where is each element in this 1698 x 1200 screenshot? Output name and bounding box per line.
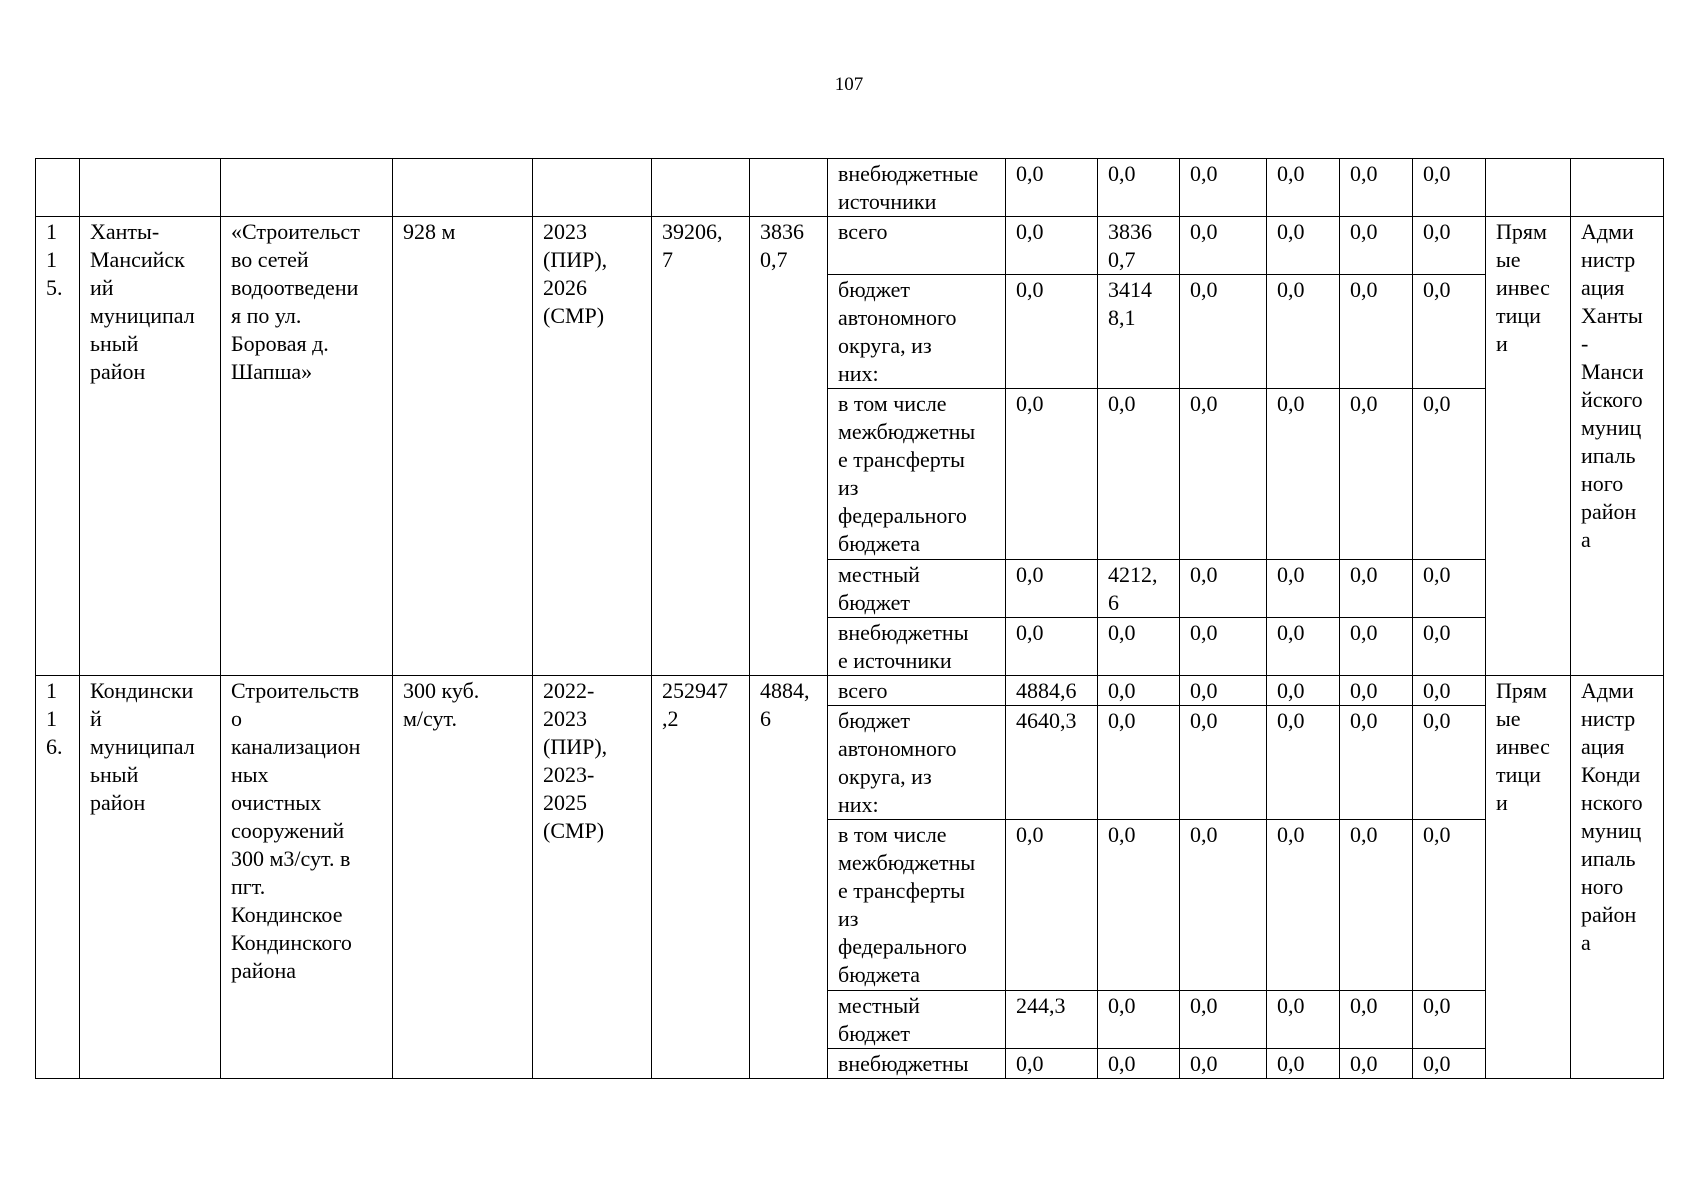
value-cell — [1180, 275, 1267, 389]
cell-line: 0,0 — [1423, 219, 1451, 244]
cell-line: 0,0 — [1016, 277, 1044, 302]
cell-empty — [393, 159, 533, 217]
cell-line: 0,0 — [1423, 620, 1451, 645]
cell-line: бюджета — [838, 531, 921, 556]
value-cell — [1098, 991, 1180, 1049]
item-number-cell — [36, 676, 80, 1079]
cell-line: 4884,6 — [1016, 678, 1077, 703]
municipality-cell — [80, 676, 221, 1079]
cell-line: 0,0 — [1277, 219, 1305, 244]
value-cell — [1267, 706, 1340, 820]
value-cell — [1267, 217, 1340, 275]
cell-line: 0,0 — [1277, 678, 1305, 703]
mechanism-cell — [1486, 676, 1571, 1079]
cell-line: Боровая д. — [231, 331, 329, 356]
value-cell — [1413, 676, 1486, 706]
funding-source-cell: внебюджетные источники — [828, 159, 1006, 217]
cell-line: 2023- — [543, 762, 595, 787]
funding-source-cell — [828, 991, 1006, 1049]
cell-line: йского — [1581, 387, 1643, 412]
cell-line: 0,0 — [1423, 277, 1451, 302]
value-cell — [1413, 275, 1486, 389]
cell-line: автономного — [838, 305, 957, 330]
value-cell — [1006, 991, 1098, 1049]
value-cell — [1340, 217, 1413, 275]
cell-line: 2022- — [543, 678, 595, 703]
value-cell: 0,0 — [1413, 159, 1486, 217]
value-cell — [1340, 275, 1413, 389]
cell-line: 0,0 — [1108, 708, 1136, 733]
cell-empty — [533, 159, 652, 217]
cell-line: 1 — [46, 706, 57, 731]
page-number: 107 — [834, 74, 864, 95]
cell-line: 0,0 — [1350, 1051, 1378, 1076]
value-cell: 0,0 — [1180, 159, 1267, 217]
value-cell — [1413, 706, 1486, 820]
value-cell — [1340, 706, 1413, 820]
value-cell — [1098, 560, 1180, 618]
cell-line: тици — [1496, 303, 1541, 328]
cell-line: в том числе — [838, 391, 947, 416]
period-cell — [533, 676, 652, 1079]
cell-line: е источники — [838, 648, 952, 673]
cell-line: 300 куб. — [403, 678, 480, 703]
value-cell — [1340, 1049, 1413, 1079]
cell-line: Кондински — [90, 678, 194, 703]
value-cell — [1180, 1049, 1267, 1079]
remaining-cost-cell — [750, 217, 828, 676]
cell-line: 0,0 — [1108, 1051, 1136, 1076]
cell-line: я по ул. — [231, 303, 302, 328]
total-cost-cell — [652, 217, 750, 676]
cell-line: бюджет — [838, 708, 910, 733]
customer-cell — [1571, 217, 1664, 676]
cell-line: (СМР) — [543, 818, 605, 843]
cell-line: 4212, — [1108, 562, 1158, 587]
cell-line: бюджет — [838, 590, 910, 615]
cell-empty — [750, 159, 828, 217]
cell-line: 3414 — [1108, 277, 1152, 302]
cell-line: ьный — [90, 331, 139, 356]
value-cell — [1413, 991, 1486, 1049]
funding-source-cell — [828, 706, 1006, 820]
value-cell — [1340, 991, 1413, 1049]
cell-line: 0,0 — [1423, 993, 1451, 1018]
value-cell — [1267, 560, 1340, 618]
funding-source-cell — [828, 560, 1006, 618]
value-cell — [1267, 1049, 1340, 1079]
cell-line: 0,0 — [1190, 822, 1218, 847]
cell-line: район — [90, 359, 146, 384]
cell-line: сооружений — [231, 818, 345, 843]
cell-line: 0,0 — [1350, 391, 1378, 416]
funding-source-cell — [828, 275, 1006, 389]
cell-line: 0,0 — [1016, 1051, 1044, 1076]
cell-line: Адми — [1581, 219, 1634, 244]
cell-line: Адми — [1581, 678, 1634, 703]
cell-line: муниципал — [90, 734, 195, 759]
value-cell — [1180, 706, 1267, 820]
cell-line: 3836 — [760, 219, 804, 244]
cell-line: (ПИР), — [543, 734, 608, 759]
value-cell — [1340, 676, 1413, 706]
cell-line: 0,0 — [1423, 562, 1451, 587]
cell-line: 8,1 — [1108, 305, 1136, 330]
value-cell — [1006, 618, 1098, 676]
cell-empty — [1571, 159, 1664, 217]
cell-line: 0,0 — [1350, 277, 1378, 302]
cell-line: них: — [838, 792, 879, 817]
cell-line: ипаль — [1581, 443, 1636, 468]
cell-line: округа, из — [838, 764, 932, 789]
value-cell — [1267, 676, 1340, 706]
cell-line: автономного — [838, 736, 957, 761]
capacity-cell — [393, 676, 533, 1079]
cell-line: 244,3 — [1016, 993, 1066, 1018]
value-cell — [1098, 676, 1180, 706]
cell-line: район — [1581, 499, 1637, 524]
cell-line: 7 — [662, 247, 673, 272]
cell-line: 0,0 — [1423, 708, 1451, 733]
period-cell — [533, 217, 652, 676]
cell-line: 0,0 — [1277, 822, 1305, 847]
cell-line: 0,0 — [1016, 822, 1044, 847]
cell-line: 5. — [46, 275, 63, 300]
cell-line: й — [90, 706, 102, 731]
cell-line: 0,0 — [1423, 1051, 1451, 1076]
value-cell — [1267, 991, 1340, 1049]
investment-table — [35, 158, 1664, 1079]
cell-line: 0,0 — [1277, 993, 1305, 1018]
cell-line: о — [231, 706, 242, 731]
cell-line: Ханты- — [90, 219, 160, 244]
cell-line: бюджет — [838, 277, 910, 302]
value-cell — [1006, 389, 1098, 560]
municipality-cell — [80, 217, 221, 676]
cell-line: них: — [838, 361, 879, 386]
cell-line: 39206, — [662, 219, 723, 244]
cell-line: 1 — [46, 219, 57, 244]
cell-line: внебюджетны — [838, 1051, 969, 1076]
table-body — [36, 159, 1664, 1079]
value-cell — [1340, 820, 1413, 991]
cell-line: а — [1581, 930, 1591, 955]
cell-line: ипаль — [1581, 846, 1636, 871]
cell-line: 0,0 — [1108, 391, 1136, 416]
value-cell — [1006, 706, 1098, 820]
cell-line: 0,0 — [1108, 822, 1136, 847]
cell-line: 0,0 — [1190, 678, 1218, 703]
cell-line: ые — [1496, 247, 1521, 272]
cell-line: 0,0 — [1350, 562, 1378, 587]
cell-line: 0,0 — [1277, 1051, 1305, 1076]
cell-line: федерального — [838, 934, 967, 959]
cell-line: 0,0 — [1190, 562, 1218, 587]
funding-source-cell — [828, 618, 1006, 676]
cell-line: 0,0 — [1190, 1051, 1218, 1076]
cell-line: 0,0 — [1016, 620, 1044, 645]
cell-line: 0,0 — [1277, 620, 1305, 645]
cell-line: - — [1581, 331, 1589, 356]
cell-line: канализацион — [231, 734, 361, 759]
value-cell — [1340, 389, 1413, 560]
funding-source-cell — [828, 820, 1006, 991]
cell-line: Ханты — [1581, 303, 1643, 328]
total-cost-cell — [652, 676, 750, 1079]
item-number-cell — [36, 217, 80, 676]
cell-line: Кондинское — [231, 902, 343, 927]
cell-line: е трансферты — [838, 447, 965, 472]
cell-empty — [36, 159, 80, 217]
cell-line: Кондинского — [231, 930, 352, 955]
cell-line: 0,0 — [1423, 822, 1451, 847]
funding-source-cell — [828, 217, 1006, 275]
cell-line: 6 — [1108, 590, 1119, 615]
cell-line: и — [1496, 331, 1508, 356]
value-cell — [1413, 1049, 1486, 1079]
funding-source-cell — [828, 1049, 1006, 1079]
cell-line: округа, из — [838, 333, 932, 358]
object-name-cell — [221, 217, 393, 676]
cell-line: 0,0 — [1350, 993, 1378, 1018]
cell-line: 0,7 — [760, 247, 788, 272]
cell-line: межбюджетны — [838, 419, 976, 444]
value-cell — [1267, 618, 1340, 676]
cell-line: 0,0 — [1277, 277, 1305, 302]
value-cell — [1413, 820, 1486, 991]
value-cell: 0,0 — [1098, 159, 1180, 217]
cell-line: Строительств — [231, 678, 360, 703]
cell-line: Мансийск — [90, 247, 185, 272]
cell-line: 0,0 — [1190, 708, 1218, 733]
cell-line: 0,0 — [1190, 277, 1218, 302]
cell-line: 0,0 — [1277, 708, 1305, 733]
cell-line: 4884, — [760, 678, 810, 703]
cell-line: 0,0 — [1190, 620, 1218, 645]
funding-source-cell — [828, 676, 1006, 706]
cell-line: во сетей — [231, 247, 309, 272]
cell-line: муниц — [1581, 415, 1642, 440]
value-cell — [1267, 389, 1340, 560]
cell-line: бюджета — [838, 962, 921, 987]
cell-empty — [221, 159, 393, 217]
cell-line: 0,0 — [1190, 993, 1218, 1018]
cell-line: 3836 — [1108, 219, 1152, 244]
value-cell — [1413, 217, 1486, 275]
funding-row — [36, 217, 1664, 275]
cell-line: 300 м3/сут. в — [231, 846, 351, 871]
cell-line: всего — [838, 678, 888, 703]
cell-line: 0,0 — [1016, 391, 1044, 416]
value-cell — [1098, 389, 1180, 560]
cell-line: Прям — [1496, 219, 1547, 244]
cell-line: 0,0 — [1350, 219, 1378, 244]
cell-line: ий — [90, 275, 114, 300]
value-cell — [1413, 389, 1486, 560]
cell-line: ые — [1496, 706, 1521, 731]
value-cell — [1098, 618, 1180, 676]
cell-line: из — [838, 906, 859, 931]
value-cell — [1006, 217, 1098, 275]
cell-line: очистных — [231, 790, 322, 815]
cell-line: ьный — [90, 762, 139, 787]
cell-line: 2025 — [543, 790, 587, 815]
cell-line: и — [1496, 790, 1508, 815]
value-cell — [1006, 560, 1098, 618]
value-cell — [1180, 389, 1267, 560]
cell-line: 0,0 — [1350, 620, 1378, 645]
value-cell — [1006, 275, 1098, 389]
cell-line: нского — [1581, 790, 1643, 815]
value-cell: 0,0 — [1006, 159, 1098, 217]
cell-empty — [652, 159, 750, 217]
capacity-cell — [393, 217, 533, 676]
cell-line: тици — [1496, 762, 1541, 787]
cell-line: 0,0 — [1108, 620, 1136, 645]
cell-line: 2026 — [543, 275, 587, 300]
cell-line: всего — [838, 219, 888, 244]
cell-line: 6. — [46, 734, 63, 759]
cell-line: ация — [1581, 734, 1625, 759]
cell-line: 0,0 — [1277, 391, 1305, 416]
remaining-cost-cell — [750, 676, 828, 1079]
value-cell — [1098, 706, 1180, 820]
cell-line: нистр — [1581, 247, 1636, 272]
cell-line: 6 — [760, 706, 771, 731]
mechanism-cell — [1486, 217, 1571, 676]
cell-line: ация — [1581, 275, 1625, 300]
cell-line: в том числе — [838, 822, 947, 847]
value-cell — [1006, 820, 1098, 991]
cell-line: 0,0 — [1190, 219, 1218, 244]
cell-line: (СМР) — [543, 303, 605, 328]
value-cell — [1006, 1049, 1098, 1079]
value-cell — [1180, 991, 1267, 1049]
cell-line: ных — [231, 762, 269, 787]
value-cell — [1180, 676, 1267, 706]
cell-line: (ПИР), — [543, 247, 608, 272]
cell-line: 2023 — [543, 219, 587, 244]
value-cell — [1413, 618, 1486, 676]
funding-source-cell — [828, 389, 1006, 560]
funding-row — [36, 676, 1664, 706]
cell-line: а — [1581, 527, 1591, 552]
cell-line: ного — [1581, 874, 1624, 899]
cell-line: из — [838, 475, 859, 500]
cell-line: района — [231, 958, 297, 983]
value-cell — [1180, 560, 1267, 618]
cell-line: ного — [1581, 471, 1624, 496]
cell-line: «Строительст — [231, 219, 360, 244]
cell-line: инвес — [1496, 275, 1550, 300]
value-cell — [1340, 560, 1413, 618]
value-cell — [1413, 560, 1486, 618]
cell-line: пгт. — [231, 874, 266, 899]
cell-line: 0,7 — [1108, 247, 1136, 272]
continuation-row — [36, 159, 1664, 217]
cell-line: ,2 — [662, 706, 679, 731]
cell-line: бюджет — [838, 1021, 910, 1046]
cell-line: 0,0 — [1423, 391, 1451, 416]
cell-line: 928 м — [403, 219, 456, 244]
value-cell: 0,0 — [1267, 159, 1340, 217]
cell-line: Конди — [1581, 762, 1641, 787]
cell-line: водоотведени — [231, 275, 359, 300]
value-cell — [1098, 1049, 1180, 1079]
cell-line: е трансферты — [838, 878, 965, 903]
cell-line: 0,0 — [1277, 562, 1305, 587]
cell-line: инвес — [1496, 734, 1550, 759]
cell-line: муниципал — [90, 303, 195, 328]
cell-line: 0,0 — [1350, 822, 1378, 847]
value-cell — [1098, 820, 1180, 991]
cell-line: нистр — [1581, 706, 1636, 731]
cell-line: местный — [838, 993, 920, 1018]
cell-line: межбюджетны — [838, 850, 976, 875]
cell-empty — [80, 159, 221, 217]
cell-line: 0,0 — [1016, 562, 1044, 587]
object-name-cell — [221, 676, 393, 1079]
cell-line: 0,0 — [1190, 391, 1218, 416]
value-cell: 0,0 — [1340, 159, 1413, 217]
cell-line: 4640,3 — [1016, 708, 1077, 733]
value-cell — [1098, 275, 1180, 389]
cell-line: 0,0 — [1108, 678, 1136, 703]
cell-line: 252947 — [662, 678, 728, 703]
value-cell — [1180, 820, 1267, 991]
cell-line: Манси — [1581, 359, 1644, 384]
cell-line: район — [90, 790, 146, 815]
cell-line: Прям — [1496, 678, 1547, 703]
value-cell — [1006, 676, 1098, 706]
value-cell — [1340, 618, 1413, 676]
value-cell — [1098, 217, 1180, 275]
cell-line: 2023 — [543, 706, 587, 731]
value-cell — [1267, 275, 1340, 389]
cell-empty — [1486, 159, 1571, 217]
cell-line: муниц — [1581, 818, 1642, 843]
cell-line: 0,0 — [1350, 678, 1378, 703]
cell-line: 1 — [46, 678, 57, 703]
cell-line: федерального — [838, 503, 967, 528]
cell-line: 0,0 — [1423, 678, 1451, 703]
cell-line: внебюджетны — [838, 620, 969, 645]
customer-cell — [1571, 676, 1664, 1079]
value-cell — [1180, 217, 1267, 275]
cell-line: 1 — [46, 247, 57, 272]
cell-line: 0,0 — [1016, 219, 1044, 244]
cell-line: м/сут. — [403, 706, 457, 731]
cell-line: район — [1581, 902, 1637, 927]
cell-line: 0,0 — [1108, 993, 1136, 1018]
cell-line: местный — [838, 562, 920, 587]
cell-line: 0,0 — [1350, 708, 1378, 733]
value-cell — [1267, 820, 1340, 991]
cell-line: Шапша» — [231, 359, 313, 384]
value-cell — [1180, 618, 1267, 676]
